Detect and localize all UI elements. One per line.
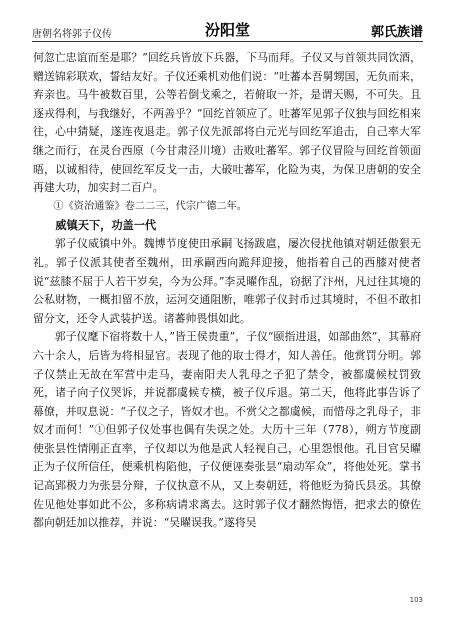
body-paragraph-continued: 何忽亡忠谊而至是耶？”回纥兵皆放下兵器，下马而拜。子仪又与首领共同饮酒，赠送锦彩联欢，誓结友好。子仪还乘机劝他们说：“吐蕃本吾舅甥国，无负而来，弃亲也。马牛被数百里，公等若倒戈乘之，若俯取一芥，是谓天赐，不可失。且逐戎得利，与我继好，不两善乎？”回纥首领应了。吐蕃军见郭子仪独与回纥相来往，心中猜疑，遂连夜退走。郭子仪先派部将白元光与回纥军追击，自己率大军继之而行，在灵台西原（今甘肃泾川境）击败吐蕃军。郭子仪冒险与回纥首领面晤，以诚相待，使回纥军反戈一击，大破吐蕃军，化险为夷，为保卫唐朝的安全再建大功，加实封二百户。 <box>33 51 421 195</box>
body-paragraph: 郭子仪威镇中外。魏博节度使田承嗣飞扬跋扈，屡次侵扰他镇对朝廷傲狠无礼。郭子仪派其使者至魏州，田承嗣西向跪拜迎接，他指着自己的西膝对使者说“兹膝不屈于人若干岁矣，今为公拜。”李灵曜作乱，窃据了汴州，凡过往其境的公私财物，一概扣留不放，运河交通阻断，唯郭子仪封币过其境时，不但不敢扣留分文，还令人武装护送。诸蕃帅畏惧如此。 <box>33 237 421 325</box>
page-number: 103 <box>409 596 423 604</box>
running-head-book-title: 唐朝名将郭子仪传 <box>32 29 112 40</box>
body-paragraph: 郭子仪麾下宿将数十人，”皆王侯贵重”，子仪“颐指进退，如部曲然”，其幕府六十余人，后皆为将相显官。表现了他的取士得才，知人善任。他赏罚分明。郭子仪禁止无故在军营中走马，妻南阳夫人乳母之子犯了禁令，被都虞候杖罚致死，诸子向子仪哭诉，并说都虞候专横，被子仪斥退。第二天，他将此事告诉了幕僚，并叹息说：“子仪之子，皆奴才也。不赏父之都虞候，而惜母之乳母子，非奴才而何！”①但郭子仪处事也偶有失误之处。大历十三年（778），朔方节度副使张昙性情刚正直率，子仪却以为他是武人轻视自己，心里怨恨他。孔目官吴曜正为子仪所信任，便乘机构陷他，子仪便诬奏张昙“扇动军众”，将他处死。掌书记高郢极力为张昙分辩，子仪执意不从，又上奏朝廷，将他贬为猗氏县丞。其僚佐见他处事如此不公，多称病请求离去。这时郭子仪才翻然悔悟，把求去的僚佐都向朝廷加以推荐，并说：“吴曜误我。”遂将吴 <box>33 330 421 530</box>
running-head-hall-name: 汾阳堂 <box>204 21 250 39</box>
footnote: ①《资治通鉴》卷二二三，代宗广德二年。 <box>53 200 247 212</box>
page-body <box>33 49 421 533</box>
section-heading: 威镇天下，功盖一代 <box>55 219 157 233</box>
header-divider <box>32 41 423 42</box>
running-head-genealogy-title: 郭氏族谱 <box>370 25 423 40</box>
page-header <box>32 19 423 41</box>
